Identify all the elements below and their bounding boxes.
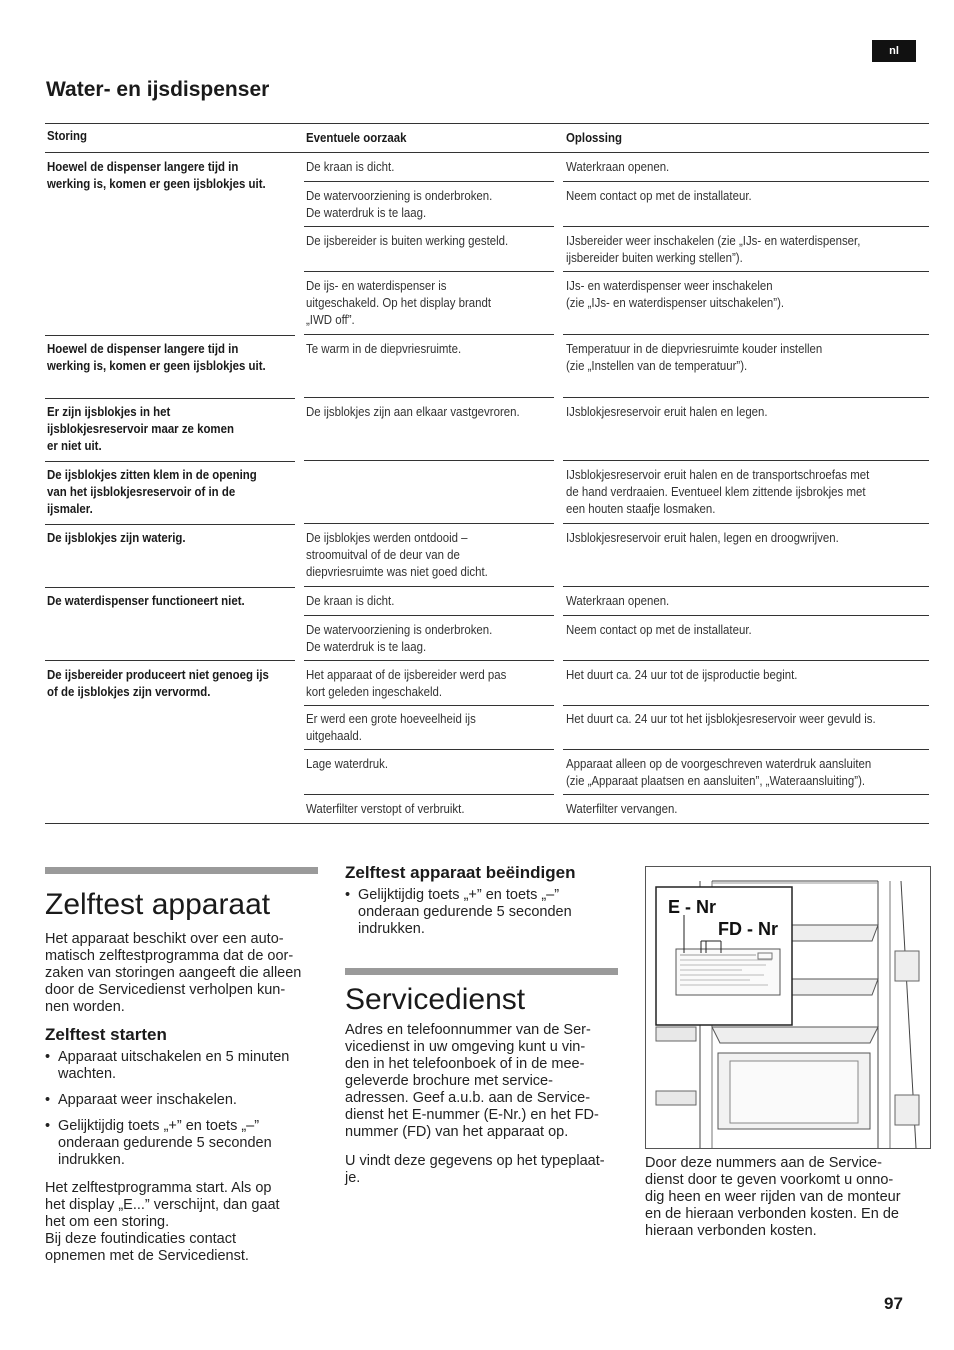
row-divider [563,271,929,272]
table-cell-oplossing: Neem contact op met de installateur. [566,188,752,203]
row-divider [45,524,295,525]
row-divider [304,460,554,461]
table-cell-oplossing: Neem contact op met de installateur. [566,622,752,637]
zelftest-outro: Het zelftestprogramma start. Als op het display „E...” verschijnt, dan gaat het om een storing. Bij deze foutindicaties contact opnemen met de Servicedienst. [45,1180,280,1264]
service-paragraph: Adres en telefoonnummer van de Ser- vicedienst in uw omgeving kunt u vin- den in het telefoonboek of in de mee- geleverde brochure met service- adressen. Geef a.u.b. aan de Service- dienst het E-nummer (E-Nr.) en het FD- nummer (FD) van het apparaat op. [345,1022,599,1140]
table-cell-storing: De ijsblokjes zitten klem in de opening van het ijsblokjesreservoir of in de ijsmaler. [47,467,257,516]
row-divider [563,226,929,227]
table-cell-storing: Hoewel de dispenser langere tijd in werking is, komen er geen ijsblokjes uit. [47,159,266,191]
table-cell-storing: De ijsblokjes zijn waterig. [47,530,186,545]
table-cell-oorzaak: De ijs- en waterdispenser is uitgeschakeld. Op het display brandt „IWD off”. [306,278,492,327]
table-cell-oplossing: IJsblokjesreservoir eruit halen, legen en droogwrijven. [566,530,839,545]
table-cell-oorzaak: Te warm in de diepvriesruimte. [306,341,462,356]
table-cell-oorzaak: De ijsblokjes werden ontdooid – stroomuitval of de deur van de diepvriesruimte was niet goed dicht. [306,530,488,579]
table-cell-oplossing: IJs- en waterdispenser weer inschakelen (zie „IJs- en waterdispenser uitschakelen”). [566,278,785,310]
row-divider [563,660,929,661]
table-cell-oplossing: IJsbereider weer inschakelen (zie „IJs- en waterdispenser, ijsbereider buiten werking stellen”). [566,233,861,265]
row-divider [563,586,929,587]
row-divider [304,226,554,227]
fridge-interior-drawing [646,867,930,1148]
row-divider [563,705,929,706]
row-divider [304,749,554,750]
row-divider [45,335,295,336]
table-cell-oorzaak: Lage waterdruk. [306,756,389,771]
table-cell-storing: De waterdispenser functioneert niet. [47,593,245,608]
table-cell-oplossing: Apparaat alleen op de voorgeschreven waterdruk aansluiten (zie „Apparaat plaatsen en aansluiten”, „Wateraansluiting”). [566,756,872,788]
fd-nr-label: FD - Nr [718,919,778,939]
row-divider [563,794,929,795]
type-plate-illustration [645,866,931,1149]
row-divider [304,397,554,398]
table-cell-oorzaak: De ijsbereider is buiten werking gesteld. [306,233,509,248]
table-cell-oorzaak: Waterfilter verstopt of verbruikt. [306,801,465,816]
table-cell-oorzaak: Er werd een grote hoeveelheid ijs uitgehaald. [306,711,476,743]
list-item: • Apparaat uitschakelen en 5 minuten wachten. [45,1049,320,1083]
service-title: Servicedienst [345,983,526,1016]
table-cell-oplossing: Het duurt ca. 24 uur tot het ijsblokjesreservoir weer gevuld is. [566,711,876,726]
row-divider [45,660,295,661]
section-bar [345,968,618,975]
table-cell-oorzaak: De watervoorziening is onderbroken. De waterdruk is te laag. [306,188,493,220]
table-cell-storing: Hoewel de dispenser langere tijd in werking is, komen er geen ijsblokjes uit. [47,341,266,373]
zelftest-title: Zelftest apparaat [45,888,271,921]
row-divider [563,523,929,524]
row-divider [304,660,554,661]
section-title: Water- en ijsdispenser [46,78,270,101]
row-divider [563,749,929,750]
row-divider [304,334,554,335]
row-divider [304,586,554,587]
zelftest-start-title: Zelftest starten [45,1025,167,1044]
row-divider [45,461,295,462]
table-cell-oplossing: IJsblokjesreservoir eruit halen en legen. [566,404,768,419]
column-header-oorzaak: Eventuele oorzaak [306,130,407,145]
row-divider [563,615,929,616]
list-item: • Gelijktijdig toets „+” en toets „–” onderaan gedurende 5 seconden indrukken. [45,1118,320,1169]
list-item: • Gelijktijdig toets „+” en toets „–” onderaan gedurende 5 seconden indrukken. [345,887,620,938]
row-divider [304,705,554,706]
table-cell-oplossing: Temperatuur in de diepvriesruimte kouder instellen (zie „Instellen van de temperatuur”). [566,341,823,373]
row-divider [563,460,929,461]
illustration-caption: Door deze nummers aan de Service- dienst door te geven voorkomt u onno- dig heen en weer rijden van de monteur en de hieraan verbonden kosten. En de hieraan verbonden kosten. [645,1155,901,1239]
row-divider [45,587,295,588]
column-header-oplossing: Oplossing [566,130,622,145]
table-cell-oorzaak: De watervoorziening is onderbroken. De waterdruk is te laag. [306,622,493,654]
section-bar [45,867,318,874]
row-divider [304,794,554,795]
zelftest-end-title: Zelftest apparaat beëindigen [345,863,576,882]
zelftest-start-list [45,1049,320,1178]
table-cell-oplossing: IJsblokjesreservoir eruit halen en de transportschroefas met de hand verdraaien. Eventueel klem zittende ijsbrokjes met een houten staafje losmaken. [566,467,870,516]
row-divider [563,334,929,335]
header-divider [45,152,929,153]
table-cell-oorzaak: Het apparaat of de ijsbereider werd pas kort geleden ingeschakeld. [306,667,507,699]
zelftest-end-list [345,887,620,947]
language-badge: nl [872,40,916,62]
table-cell-oplossing: Waterfilter vervangen. [566,801,678,816]
row-divider [304,523,554,524]
row-divider [563,181,929,182]
row-divider [304,271,554,272]
table-cell-oorzaak: De ijsblokjes zijn aan elkaar vastgevroren. [306,404,520,419]
table-cell-storing: Er zijn ijsblokjes in het ijsblokjesreservoir maar ze komen er niet uit. [47,404,234,453]
zelftest-intro: Het apparaat beschikt over een auto- matisch zelftestprogramma dat de oor- zaken van storingen aangeeft die alleen door de Servicedienst verholpen kun- nen worden. [45,931,302,1015]
e-nr-label: E - Nr [668,897,717,917]
row-divider [45,398,295,399]
table-cell-storing: De ijsbereider produceert niet genoeg ijs of de ijsblokjes zijn vervormd. [47,667,269,699]
table-cell-oplossing: Waterkraan openen. [566,159,670,174]
service-paragraph-typeplate: U vindt deze gegevens op het typeplaat- je. [345,1153,605,1186]
row-divider [563,397,929,398]
table-cell-oorzaak: De kraan is dicht. [306,159,395,174]
row-divider [304,181,554,182]
row-divider [304,615,554,616]
page-number: 97 [884,1294,903,1313]
table-cell-oplossing: Waterkraan openen. [566,593,670,608]
column-header-storing: Storing [47,128,88,143]
table-cell-oplossing: Het duurt ca. 24 uur tot de ijsproductie begint. [566,667,798,682]
list-item: • Apparaat weer inschakelen. [45,1092,320,1109]
table-cell-oorzaak: De kraan is dicht. [306,593,395,608]
